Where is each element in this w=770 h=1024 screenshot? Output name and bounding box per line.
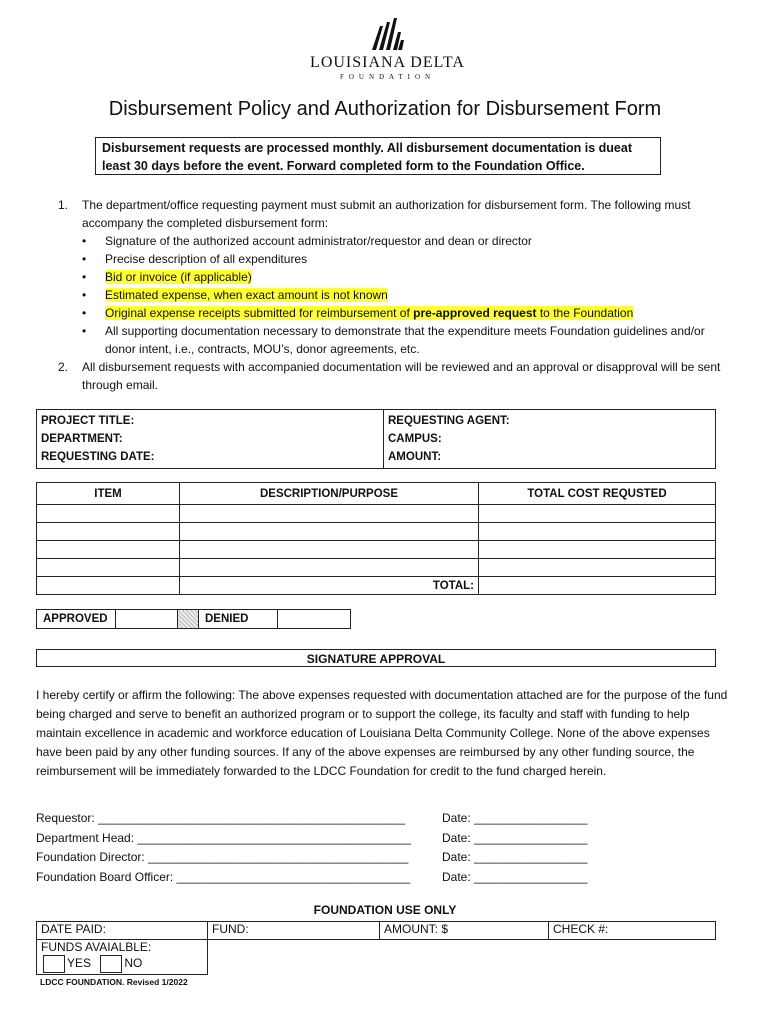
item-number: 1. [58, 198, 69, 212]
signature-lines [36, 809, 716, 887]
column-header: TOTAL COST REQUSTED [479, 483, 716, 505]
signature-row[interactable] [36, 868, 716, 888]
list-item: • Estimated expense, when exact amount is not known [58, 286, 738, 304]
amount-field[interactable]: AMOUNT: [388, 451, 442, 463]
foundation-use-heading: FOUNDATION USE ONLY [313, 903, 457, 917]
org-name: LOUISIANA DELTA [310, 54, 465, 71]
signature-date[interactable]: Date: _________________ [442, 830, 588, 845]
total-label: TOTAL: [180, 577, 479, 595]
project-title-field[interactable]: PROJECT TITLE: [41, 415, 135, 427]
requirements-list [58, 232, 738, 358]
approval-table [36, 609, 351, 629]
revision-footer: LDCC FOUNDATION. Revised 1/2022 [40, 977, 188, 987]
column-header: DESCRIPTION/PURPOSE [180, 483, 479, 505]
signature-date[interactable]: Date: _________________ [442, 811, 588, 825]
check-number-field[interactable]: CHECK #: [549, 922, 716, 940]
project-info-table [36, 409, 716, 469]
policy-item-1: The department/office requesting payment must submit an authorization for disbursement form. The following must accompany the completed disbursement form: [82, 198, 691, 230]
board-officer-signature[interactable]: Foundation Board Officer: ___________________________________ [36, 869, 411, 884]
requestor-signature[interactable]: Requestor: ______________________________________________ [36, 811, 406, 825]
no-label: NO [124, 956, 143, 971]
org-subtitle: FOUNDATION [339, 73, 436, 81]
requesting-date-field[interactable]: REQUESTING DATE: [41, 451, 155, 463]
table-row[interactable] [37, 559, 716, 577]
total-row [37, 577, 716, 595]
list-item: • Original expense receipts submitted for reimbursement of pre-approved request to the Foundation [58, 304, 738, 322]
signature-row[interactable] [36, 829, 716, 849]
signature-date[interactable]: Date: _________________ [442, 869, 588, 884]
denied-label: DENIED [199, 610, 278, 629]
approved-checkbox[interactable] [116, 610, 178, 629]
list-item: • All supporting documentation necessary to demonstrate that the expenditure meets Foundation guidelines and/or donor intent, i.e., contracts, MOU’s, donor agreements, etc. [58, 322, 738, 358]
signature-row[interactable] [36, 809, 716, 829]
denied-checkbox[interactable] [278, 610, 351, 629]
policy-item-2: All disbursement requests with accompanied documentation will be reviewed and an approval or disapproval will be sent through email. [82, 360, 721, 392]
requesting-agent-field[interactable]: REQUESTING AGENT: [388, 415, 510, 427]
yes-label: YES [67, 956, 92, 971]
policy-list [58, 196, 738, 394]
signature-approval-heading: SIGNATURE APPROVAL [36, 649, 716, 667]
items-table [36, 482, 716, 595]
signature-row[interactable] [36, 848, 716, 868]
foundation-use-table [36, 921, 716, 975]
table-row[interactable] [37, 505, 716, 523]
approved-label: APPROVED [37, 610, 116, 629]
item-number: 2. [58, 360, 69, 374]
foundation-logo [305, 18, 470, 88]
amount-paid-field[interactable]: AMOUNT: $ [380, 922, 549, 940]
yes-checkbox[interactable] [43, 955, 65, 973]
fund-field[interactable]: FUND: [208, 922, 380, 940]
date-paid-field[interactable]: DATE PAID: [37, 922, 208, 940]
funds-available-label: FUNDS AVAIALBLE: [41, 940, 152, 954]
hatched-divider [178, 610, 199, 629]
notice-box: Disbursement requests are processed monthly. All disbursement documentation is dueat least 30 days before the event. Forward completed form to the Foundation Office. [95, 137, 661, 175]
table-row[interactable] [37, 541, 716, 559]
column-header: ITEM [37, 483, 180, 505]
foundation-director-signature[interactable]: Foundation Director: _______________________________________ [36, 850, 409, 864]
table-row[interactable] [37, 523, 716, 541]
page-title: Disbursement Policy and Authorization for Disbursement Form [108, 98, 662, 120]
list-item: • Bid or invoice (if applicable) [58, 268, 738, 286]
list-item: • Precise description of all expenditures [58, 250, 738, 268]
campus-field[interactable]: CAMPUS: [388, 433, 442, 445]
department-field[interactable]: DEPARTMENT: [41, 433, 123, 445]
department-head-signature[interactable]: Department Head: _________________________________________ [36, 830, 412, 845]
list-item: • Signature of the authorized account administrator/requestor and dean or director [58, 232, 738, 250]
certification-text: I hereby certify or affirm the following: The above expenses requested with documentation attached are for the purpose of the fund being charged and serve to benefit an authorized program or to support the college, its faculty and staff with funding to help maintain excellence in academic and workforce education of Louisiana Delta Community College. None of the above expenses have been paid by any other funding sources. If any of the above expenses are reimbursed by any other funding source, the reimbursement will be immediately forwarded to the LDCC Foundation for credit to the fund charged herein. [36, 688, 728, 778]
delta-logo-icon [368, 18, 408, 52]
total-value-cell[interactable] [479, 577, 716, 595]
signature-date[interactable]: Date: _________________ [442, 850, 588, 864]
no-checkbox[interactable] [100, 955, 122, 973]
